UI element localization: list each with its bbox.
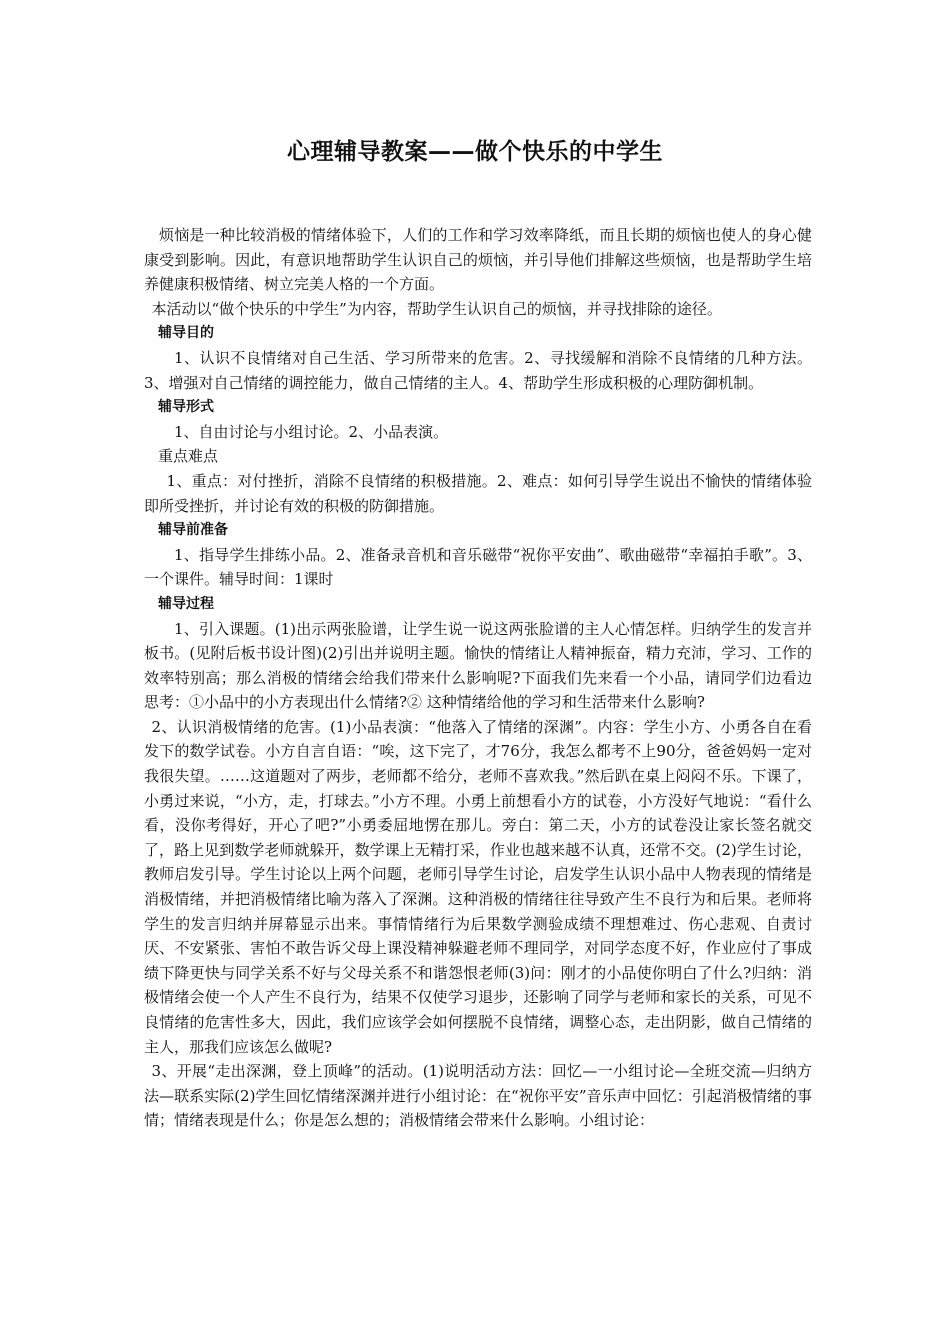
section-heading-process: 辅导过程 bbox=[158, 595, 214, 612]
goal-paragraph: 1、认识不良情绪对自己生活、学习所带来的危害。2、寻找缓解和消除不良情绪的几种方法。3、增强对自己情绪的调控能力，做自己情绪的主人。4、帮助学生形成积极的心理防御机制。 bbox=[144, 348, 812, 392]
section-heading-prep: 辅导前准备 bbox=[158, 522, 228, 539]
process-paragraph-3: 3、开展“走出深渊，登上顶峰”的活动。(1)说明活动方法：回忆—一小组讨论—全班交流—归纳方法—联系实际(2)学生回忆情绪深渊并进行小组讨论：在“祝你平安”音乐声中回忆：引起消极情绪的事情；情绪表现是什么；你是怎么想的；消极情绪会带来什么影响。小组讨论： bbox=[144, 1062, 812, 1130]
form-paragraph: 1、自由讨论与小组讨论。2、小品表演。 bbox=[174, 422, 449, 441]
document-title: 心理辅导教案——做个快乐的中学生 bbox=[287, 139, 663, 165]
process-paragraph-1: 1、引入课题。(1)出示两张脸谱，让学生说一说这两张脸谱的主人心情怎样。归纳学生的发言并板书。(见附后板书设计图)(2)引出并说明主题。愉快的情绪让人精神振奋，精力充沛，学习、工作的效率特别高；那么消极的情绪会给我们带来什么影响呢?下面我们先来看一个小品，请同学们边看边思考：①小品中的小方表现出什么情绪?② 这种情绪给他的学习和生活带来什么影响? bbox=[144, 619, 812, 712]
document-body bbox=[144, 223, 812, 1133]
prep-paragraph: 1、指导学生排练小品。2、准备录音机和音乐磁带“祝你平安曲”、歌曲磁带“幸福拍手歌”。3、一个课件。辅导时间：1课时 bbox=[144, 545, 812, 589]
section-heading-key: 重点难点 bbox=[158, 447, 219, 466]
intro-paragraph-2: 本活动以“做个快乐的中学生”为内容，帮助学生认识自己的烦恼，并寻找排除的途径。 bbox=[151, 299, 722, 318]
key-paragraph: 1、重点：对付挫折，消除不良情绪的积极措施。2、难点：如何引导学生说出不愉快的情绪体验即所受挫折，并讨论有效的积极的防御措施。 bbox=[144, 471, 812, 515]
section-heading-form: 辅导形式 bbox=[158, 399, 214, 416]
intro-paragraph-1: 烦恼是一种比较消极的情绪体验下，人们的工作和学习效率降纸，而且长期的烦恼也使人的身心健康受到影响。因此，有意识地帮助学生认识自己的烦恼，并引导他们排解这些烦恼，也是帮助学生培养健康积极情绪、树立完美人格的一个方面。 bbox=[144, 226, 812, 294]
process-paragraph-2: 2、认识消极情绪的危害。(1)小品表演：“他落入了情绪的深渊”。内容：学生小方、小勇各自在看发下的数学试卷。小方自言自语：“唉，这下完了，才76分，我怎么都考不上90分，爸爸妈妈一定对我很失望。……这道题对了两步，老师都不给分，老师不喜欢我。”然后趴在桌上闷闷不乐。下课了，小勇过来说，“小方，走，打球去。”小方不理。小勇上前想看小方的试卷，小方没好气地说：“看什么看，没你考得好，开心了吧?”小勇委屈地愣在那儿。旁白：第二天，小方的试卷没让家长签名就交了，路上见到数学老师就躲开，数学课上无精打采，作业也越来越不认真，还常不交。(2)学生讨论，教师启发引导。学生讨论以上两个问题，老师引导学生讨论，启发学生认识小品中人物表现的情绪是消极情绪，并把消极情绪比喻为落入了深渊。这种消极的情绪往往导致产生不良行为和后果。老师将学生的发言归纳并屏幕显示出来。事情情绪行为后果数学测验成绩不理想难过、伤心悲观、自责讨厌、不安紧张、害怕不敢告诉父母上课没精神躲避老师不理同学，对同学态度不好，作业应付了事成绩下降更快与同学关系不好与父母关系不和谐怨恨老师(3)问：刚才的小品使你明白了什么?归纳：消极情绪会使一个人产生不良行为，结果不仅使学习退步，还影响了同学与老师和家长的关系，可见不良情绪的危害性多大，因此，我们应该学会如何摆脱不良情绪，调整心态，走出阴影，做自己情绪的主人，那我们应该怎么做呢? bbox=[144, 717, 812, 1056]
section-heading-goal: 辅导目的 bbox=[158, 325, 214, 342]
